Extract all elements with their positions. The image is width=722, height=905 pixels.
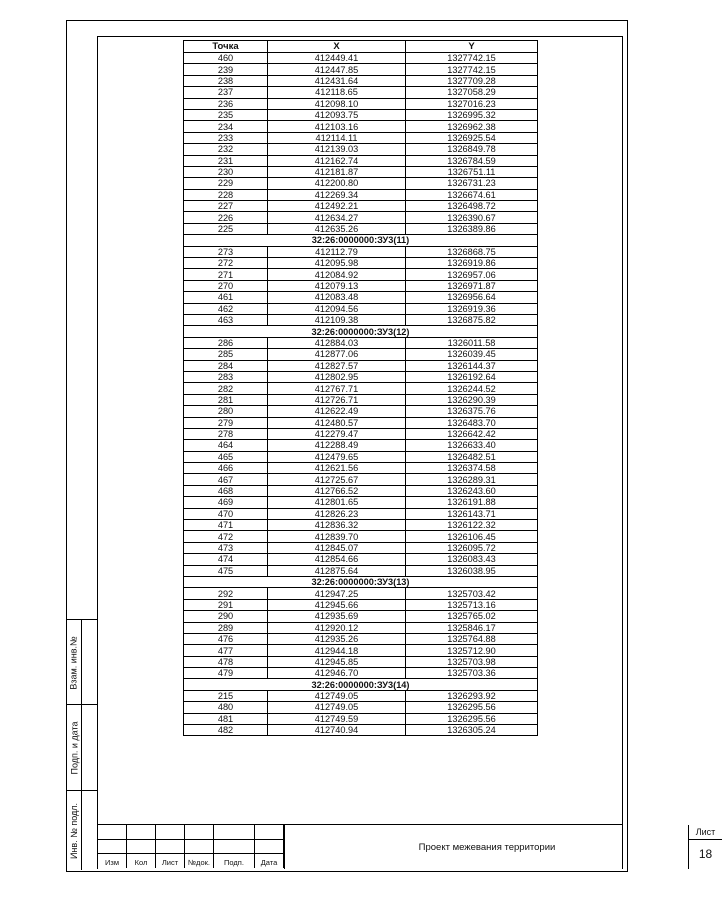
- document-title: Проект межевания территории: [284, 825, 689, 869]
- table-row: [184, 87, 538, 98]
- cell-x: 412492.21: [268, 201, 406, 212]
- cell-point: 479: [184, 668, 268, 679]
- cell-y: 1325703.42: [406, 588, 538, 599]
- cell-y: 1326122.32: [406, 520, 538, 531]
- cell-point: 473: [184, 542, 268, 553]
- section-row: [184, 326, 538, 337]
- cell-point: 475: [184, 565, 268, 576]
- cell-x: 412269.34: [268, 189, 406, 200]
- cell-y: 1325846.17: [406, 622, 538, 633]
- cell-point: 215: [184, 690, 268, 701]
- cell-y: 1326375.76: [406, 406, 538, 417]
- cell-point: 235: [184, 109, 268, 120]
- cell-y: 1326674.61: [406, 189, 538, 200]
- cell-point: 463: [184, 314, 268, 325]
- table-row: [184, 246, 538, 257]
- cell-point: 290: [184, 611, 268, 622]
- cell-x: 412749.59: [268, 713, 406, 724]
- table-row: [184, 725, 538, 736]
- cell-y: 1325765.02: [406, 611, 538, 622]
- cell-y: 1326295.56: [406, 713, 538, 724]
- cell-y: 1327742.15: [406, 64, 538, 75]
- cell-x: 412946.70: [268, 668, 406, 679]
- cell-point: 477: [184, 645, 268, 656]
- cell-x: 412095.98: [268, 258, 406, 269]
- table-row: [184, 428, 538, 439]
- cell-y: 1326305.24: [406, 725, 538, 736]
- sheet-number: 18: [698, 847, 713, 861]
- cell-y: 1326290.39: [406, 394, 538, 405]
- table-row: [184, 269, 538, 280]
- cell-y: 1326192.64: [406, 371, 538, 382]
- side-stamp-vzam: [66, 619, 97, 705]
- cell-point: 233: [184, 132, 268, 143]
- table-row: [184, 292, 538, 303]
- cell-point: 229: [184, 178, 268, 189]
- side-stamp-sign: [66, 704, 97, 791]
- cell-x: 412935.26: [268, 633, 406, 644]
- cell-point: 470: [184, 508, 268, 519]
- cell-point: 284: [184, 360, 268, 371]
- cell-y: 1326731.23: [406, 178, 538, 189]
- header-point: Точка: [184, 41, 268, 53]
- cell-x: 412827.57: [268, 360, 406, 371]
- sheet-label: Лист: [689, 827, 722, 840]
- cell-point: 237: [184, 87, 268, 98]
- cell-point: 282: [184, 383, 268, 394]
- cell-x: 412875.64: [268, 565, 406, 576]
- sheet-box: [688, 825, 722, 869]
- cell-y: 1326374.58: [406, 463, 538, 474]
- table-row: [184, 166, 538, 177]
- cell-point: 472: [184, 531, 268, 542]
- table-row: [184, 53, 538, 64]
- cell-x: 412766.52: [268, 485, 406, 496]
- table-row: [184, 406, 538, 417]
- cell-x: 412449.41: [268, 53, 406, 64]
- table-row: [184, 144, 538, 155]
- cell-y: 1326039.45: [406, 349, 538, 360]
- cell-y: 1326083.43: [406, 554, 538, 565]
- cell-y: 1326144.37: [406, 360, 538, 371]
- cell-x: 412479.65: [268, 451, 406, 462]
- cell-x: 412920.12: [268, 622, 406, 633]
- cell-point: 225: [184, 223, 268, 234]
- cell-y: 1326095.72: [406, 542, 538, 553]
- section-title: 32:26:0000000:ЗУ3(14): [184, 679, 538, 690]
- cell-x: 412802.95: [268, 371, 406, 382]
- cell-x: 412725.67: [268, 474, 406, 485]
- cell-y: 1326243.60: [406, 485, 538, 496]
- section-row: [184, 235, 538, 246]
- cell-x: 412162.74: [268, 155, 406, 166]
- cell-point: 481: [184, 713, 268, 724]
- cell-y: 1326483.70: [406, 417, 538, 428]
- cell-y: 1326962.38: [406, 121, 538, 132]
- side-stamp-inv: [66, 790, 97, 870]
- header-y: Y: [406, 41, 538, 53]
- cell-x: 412877.06: [268, 349, 406, 360]
- table-row: [184, 565, 538, 576]
- table-row: [184, 485, 538, 496]
- tb-col-list: Лист: [161, 858, 179, 867]
- table-row: [184, 656, 538, 667]
- table-row: [184, 690, 538, 701]
- cell-point: 462: [184, 303, 268, 314]
- cell-y: 1325703.98: [406, 656, 538, 667]
- cell-point: 478: [184, 656, 268, 667]
- table-row: [184, 155, 538, 166]
- table-row: [184, 98, 538, 109]
- cell-point: 273: [184, 246, 268, 257]
- table-row: [184, 542, 538, 553]
- tb-col-podp: Подп.: [224, 858, 244, 867]
- cell-x: 412726.71: [268, 394, 406, 405]
- table-row: [184, 588, 538, 599]
- cell-point: 468: [184, 485, 268, 496]
- table-row: [184, 132, 538, 143]
- section-title: 32:26:0000000:ЗУ3(12): [184, 326, 538, 337]
- table-row: [184, 417, 538, 428]
- cell-x: 412884.03: [268, 337, 406, 348]
- header-x: X: [268, 41, 406, 53]
- cell-y: 1326390.67: [406, 212, 538, 223]
- cell-point: 464: [184, 440, 268, 451]
- cell-y: 1326925.54: [406, 132, 538, 143]
- side-label-inv: Инв. № подл.: [69, 802, 79, 859]
- cell-x: 412103.16: [268, 121, 406, 132]
- table-row: [184, 337, 538, 348]
- cell-point: 231: [184, 155, 268, 166]
- cell-x: 412181.87: [268, 166, 406, 177]
- cell-x: 412480.57: [268, 417, 406, 428]
- table-row: [184, 121, 538, 132]
- table-row: [184, 520, 538, 531]
- cell-point: 482: [184, 725, 268, 736]
- cell-x: 412826.23: [268, 508, 406, 519]
- table-row: [184, 611, 538, 622]
- cell-x: 412447.85: [268, 64, 406, 75]
- section-row: [184, 576, 538, 587]
- cell-y: 1327016.23: [406, 98, 538, 109]
- table-header-row: [184, 41, 538, 53]
- cell-x: 412431.64: [268, 75, 406, 86]
- tb-col-kol: Кол: [134, 858, 148, 867]
- cell-y: 1326633.40: [406, 440, 538, 451]
- cell-y: 1326784.59: [406, 155, 538, 166]
- cell-point: 226: [184, 212, 268, 223]
- table-row: [184, 189, 538, 200]
- cell-point: 232: [184, 144, 268, 155]
- section-title: 32:26:0000000:ЗУ3(13): [184, 576, 538, 587]
- cell-point: 461: [184, 292, 268, 303]
- table-row: [184, 303, 538, 314]
- cell-x: 412139.03: [268, 144, 406, 155]
- cell-x: 412112.79: [268, 246, 406, 257]
- table-row: [184, 258, 538, 269]
- cell-x: 412279.47: [268, 428, 406, 439]
- cell-x: 412845.07: [268, 542, 406, 553]
- cell-point: 467: [184, 474, 268, 485]
- cell-y: 1326956.64: [406, 292, 538, 303]
- table-body: [184, 53, 538, 736]
- cell-y: 1326971.87: [406, 280, 538, 291]
- table-row: [184, 645, 538, 656]
- table-row: [184, 713, 538, 724]
- cell-y: 1325703.36: [406, 668, 538, 679]
- section-row: [184, 679, 538, 690]
- cell-x: 412093.75: [268, 109, 406, 120]
- cell-y: 1325713.16: [406, 599, 538, 610]
- cell-y: 1326919.86: [406, 258, 538, 269]
- cell-x: 412622.49: [268, 406, 406, 417]
- cell-x: 412740.94: [268, 725, 406, 736]
- table-row: [184, 622, 538, 633]
- cell-y: 1326389.86: [406, 223, 538, 234]
- table-row: [184, 474, 538, 485]
- cell-y: 1326868.75: [406, 246, 538, 257]
- cell-point: 230: [184, 166, 268, 177]
- cell-point: 460: [184, 53, 268, 64]
- cell-point: 227: [184, 201, 268, 212]
- cell-point: 292: [184, 588, 268, 599]
- cell-x: 412094.56: [268, 303, 406, 314]
- side-label-vzam: Взам. инв.№: [69, 635, 80, 690]
- cell-x: 412749.05: [268, 690, 406, 701]
- cell-point: 465: [184, 451, 268, 462]
- cell-point: 238: [184, 75, 268, 86]
- cell-x: 412749.05: [268, 702, 406, 713]
- cell-point: 286: [184, 337, 268, 348]
- cell-point: 234: [184, 121, 268, 132]
- cell-x: 412945.66: [268, 599, 406, 610]
- table-row: [184, 349, 538, 360]
- cell-x: 412767.71: [268, 383, 406, 394]
- cell-point: 279: [184, 417, 268, 428]
- cell-y: 1326143.71: [406, 508, 538, 519]
- table-row: [184, 554, 538, 565]
- cell-point: 480: [184, 702, 268, 713]
- cell-y: 1326482.51: [406, 451, 538, 462]
- tb-col-izm: Изм: [105, 858, 119, 867]
- cell-point: 283: [184, 371, 268, 382]
- cell-x: 412634.27: [268, 212, 406, 223]
- cell-y: 1326106.45: [406, 531, 538, 542]
- cell-y: 1325712.90: [406, 645, 538, 656]
- cell-y: 1326011.58: [406, 337, 538, 348]
- cell-point: 236: [184, 98, 268, 109]
- table-row: [184, 463, 538, 474]
- cell-x: 412854.66: [268, 554, 406, 565]
- cell-y: 1327709.28: [406, 75, 538, 86]
- cell-x: 412118.65: [268, 87, 406, 98]
- table-row: [184, 668, 538, 679]
- title-block: [97, 824, 716, 869]
- cell-y: 1326289.31: [406, 474, 538, 485]
- table-row: [184, 440, 538, 451]
- tb-col-data: Дата: [260, 858, 278, 867]
- cell-y: 1326875.82: [406, 314, 538, 325]
- table-row: [184, 201, 538, 212]
- cell-x: 412836.32: [268, 520, 406, 531]
- cell-x: 412935.69: [268, 611, 406, 622]
- side-label-sign: Подп. и дата: [69, 721, 80, 775]
- cell-x: 412621.56: [268, 463, 406, 474]
- cell-y: 1326957.06: [406, 269, 538, 280]
- cell-point: 272: [184, 258, 268, 269]
- table-row: [184, 223, 538, 234]
- table-row: [184, 109, 538, 120]
- cell-y: 1326919.36: [406, 303, 538, 314]
- table-row: [184, 371, 538, 382]
- table-row: [184, 633, 538, 644]
- table-row: [184, 280, 538, 291]
- table-row: [184, 702, 538, 713]
- cell-point: 271: [184, 269, 268, 280]
- cell-x: 412109.38: [268, 314, 406, 325]
- cell-x: 412200.80: [268, 178, 406, 189]
- table-row: [184, 508, 538, 519]
- table-row: [184, 383, 538, 394]
- cell-y: 1326244.52: [406, 383, 538, 394]
- cell-point: 285: [184, 349, 268, 360]
- cell-point: 289: [184, 622, 268, 633]
- cell-point: 228: [184, 189, 268, 200]
- cell-y: 1326498.72: [406, 201, 538, 212]
- cell-point: 280: [184, 406, 268, 417]
- cell-point: 474: [184, 554, 268, 565]
- table-row: [184, 178, 538, 189]
- cell-point: 471: [184, 520, 268, 531]
- cell-point: 466: [184, 463, 268, 474]
- cell-point: 469: [184, 497, 268, 508]
- table-row: [184, 64, 538, 75]
- cell-x: 412635.26: [268, 223, 406, 234]
- cell-x: 412945.85: [268, 656, 406, 667]
- section-title: 32:26:0000000:ЗУ3(11): [184, 235, 538, 246]
- cell-y: 1327742.15: [406, 53, 538, 64]
- coordinates-table: [183, 40, 538, 736]
- cell-y: 1326191.88: [406, 497, 538, 508]
- table-row: [184, 360, 538, 371]
- table-row: [184, 451, 538, 462]
- cell-y: 1326995.32: [406, 109, 538, 120]
- cell-point: 278: [184, 428, 268, 439]
- tb-col-ndok: №док.: [188, 858, 210, 867]
- table-row: [184, 599, 538, 610]
- cell-y: 1325764.88: [406, 633, 538, 644]
- cell-x: 412839.70: [268, 531, 406, 542]
- cell-x: 412801.65: [268, 497, 406, 508]
- table-row: [184, 75, 538, 86]
- cell-x: 412083.48: [268, 292, 406, 303]
- cell-x: 412098.10: [268, 98, 406, 109]
- cell-point: 281: [184, 394, 268, 405]
- cell-y: 1326295.56: [406, 702, 538, 713]
- cell-y: 1326038.95: [406, 565, 538, 576]
- cell-x: 412114.11: [268, 132, 406, 143]
- cell-x: 412288.49: [268, 440, 406, 451]
- cell-x: 412084.92: [268, 269, 406, 280]
- cell-x: 412944.18: [268, 645, 406, 656]
- cell-y: 1326642.42: [406, 428, 538, 439]
- cell-x: 412079.13: [268, 280, 406, 291]
- cell-y: 1326293.92: [406, 690, 538, 701]
- table-row: [184, 497, 538, 508]
- cell-point: 239: [184, 64, 268, 75]
- cell-point: 476: [184, 633, 268, 644]
- cell-y: 1326849.78: [406, 144, 538, 155]
- table-row: [184, 531, 538, 542]
- table-row: [184, 212, 538, 223]
- table-row: [184, 394, 538, 405]
- cell-y: 1326751.11: [406, 166, 538, 177]
- cell-point: 270: [184, 280, 268, 291]
- cell-y: 1327058.29: [406, 87, 538, 98]
- cell-point: 291: [184, 599, 268, 610]
- cell-x: 412947.25: [268, 588, 406, 599]
- table-row: [184, 314, 538, 325]
